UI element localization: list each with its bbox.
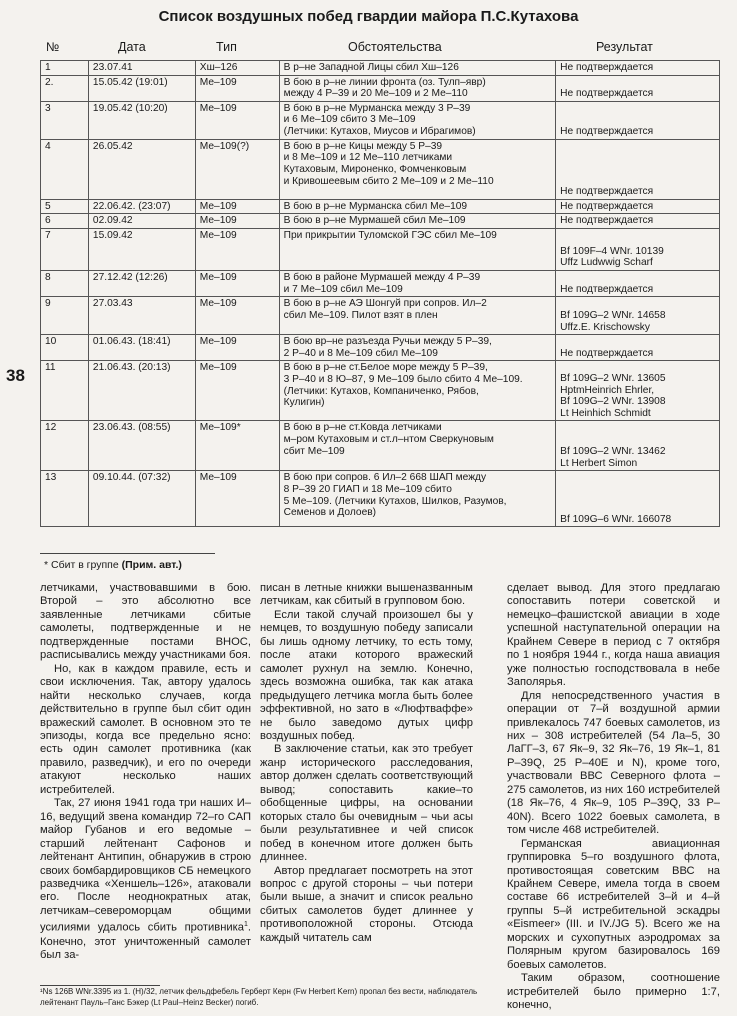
footnote-text: * Сбит в группе bbox=[44, 559, 119, 571]
paragraph bbox=[40, 797, 251, 962]
paragraph-text: . Конечно, этот уничтоженный самолет был за- bbox=[40, 922, 251, 961]
cell-result: Не подтверждается bbox=[556, 139, 720, 199]
cell-number: 3 bbox=[41, 101, 89, 139]
cell-date: 22.06.42. (23:07) bbox=[88, 199, 195, 214]
cell-result: Bf 109G–2 WNr. 14658 Uffz.E. Krischowsky bbox=[556, 297, 720, 335]
cell-date: 09.10.44. (07:32) bbox=[88, 471, 195, 527]
cell-date: 15.09.42 bbox=[88, 228, 195, 270]
cell-number: 7 bbox=[41, 228, 89, 270]
table-header bbox=[40, 40, 720, 58]
paragraph: Германская авиационная группировка 5–го воздушного флота, противостоящая советским ВВС на Крайнем Севере, имела тогда в своем составе 66 истребителей 3–й и 4–й группы 5–й истребительной эскадры «Eismeer» (III. и IV./JG 5). Всего же на морских и сухопутных аэродромах за Полярным кругом базировалось 169 боевых самолетов. bbox=[507, 837, 720, 971]
cell-date: 23.07.41 bbox=[88, 61, 195, 76]
cell-circumstances: В бою в р–не Мурманска сбил Ме–109 bbox=[279, 199, 556, 214]
cell-number: 9 bbox=[41, 297, 89, 335]
cell-date: 21.06.43. (20:13) bbox=[88, 361, 195, 421]
page-title: Список воздушных побед гвардии майора П.С.Кутахова bbox=[158, 8, 579, 25]
cell-number: 11 bbox=[41, 361, 89, 421]
table-row bbox=[41, 139, 720, 199]
cell-result: Bf 109F–4 WNr. 10139 Uffz Ludwwig Scharf bbox=[556, 228, 720, 270]
table-footnote bbox=[44, 559, 182, 571]
cell-type: Ме–109 bbox=[195, 199, 279, 214]
footnote-divider bbox=[40, 553, 215, 554]
cell-type: Ме–109 bbox=[195, 335, 279, 361]
table-row bbox=[41, 471, 720, 527]
cell-type: Ме–109 bbox=[195, 297, 279, 335]
header-type: Тип bbox=[216, 40, 237, 54]
text-column-1 bbox=[40, 582, 251, 962]
cell-type: Ме–109 bbox=[195, 214, 279, 229]
cell-date: 23.06.43. (08:55) bbox=[88, 421, 195, 471]
cell-type: Ме–109 bbox=[195, 101, 279, 139]
cell-date: 02.09.42 bbox=[88, 214, 195, 229]
cell-number: 2. bbox=[41, 75, 89, 101]
cell-result: Не подтверждается bbox=[556, 214, 720, 229]
table-row bbox=[41, 335, 720, 361]
cell-type: Ме–109(?) bbox=[195, 139, 279, 199]
cell-number: 5 bbox=[41, 199, 89, 214]
cell-result: Не подтверждается bbox=[556, 335, 720, 361]
bottom-footnote-divider bbox=[40, 985, 160, 986]
table-row bbox=[41, 199, 720, 214]
cell-type: Ме–109 bbox=[195, 361, 279, 421]
cell-number: 10 bbox=[41, 335, 89, 361]
cell-result: Bf 109G–2 WNr. 13462 Lt Herbert Simon bbox=[556, 421, 720, 471]
cell-circumstances: В бою вр–не разъезда Ручьи между 5 Р–39, 2 Р–40 и 8 Ме–109 сбил Ме–109 bbox=[279, 335, 556, 361]
table-row bbox=[41, 228, 720, 270]
paragraph: писан в летные книжки вышеназванным летчикам, как сбитый в групповом бою. bbox=[260, 582, 473, 608]
footnote-bold-text: (Прим. авт.) bbox=[121, 559, 182, 571]
cell-number: 12 bbox=[41, 421, 89, 471]
cell-circumstances: В бою в р–не АЭ Шонгуй при сопров. Ил–2 сбил Ме–109. Пилот взят в плен bbox=[279, 297, 556, 335]
cell-circumstances: При прикрытии Туломской ГЭС сбил Ме–109 bbox=[279, 228, 556, 270]
header-circumstances: Обстоятельства bbox=[348, 40, 442, 54]
paragraph: Автор предлагает посмотреть на этот вопрос с другой стороны – чьи потери были выше, а значит и список реально сбитых самолетов будет длиннее у противоположной стороны. Отсюда каждый читатель сам bbox=[260, 864, 473, 944]
victory-table bbox=[40, 60, 720, 527]
paragraph: Для непосредственного участия в операции от 7–й воздушной армии привлекалось 747 боевых самолетов, из них – 308 истребителей (54 Ла–5, 30 ЛаГГ–3, 67 Як–9, 32 Як–76, 19 Як–1, 81 Р–39Q, 25 Р–40Е и N), кроме того, участвовали ВВС Северного флота – 275 самолетов, из них 160 истребителей (18 Як–76, 4 Як–9, 105 Р–39Q, 33 Р–40N). Всего 1022 боевых самолета, в том числе 468 истребителей. bbox=[507, 689, 720, 837]
cell-circumstances: В р–не Западной Лицы сбил Хш–126 bbox=[279, 61, 556, 76]
cell-number: 1 bbox=[41, 61, 89, 76]
cell-type: Ме–109 bbox=[195, 75, 279, 101]
cell-type: Ме–109 bbox=[195, 270, 279, 296]
cell-type: Ме–109 bbox=[195, 471, 279, 527]
table-row bbox=[41, 61, 720, 76]
cell-circumstances: В бою в р–не Мурмашей сбил Ме–109 bbox=[279, 214, 556, 229]
paragraph: сделает вывод. Для этого предлагаю сопоставить потери советской и немецко–фашистской авиации в ходе успешной наступательной операции на Крайнем Севере в период с 7 октября по 1 ноября 1944 г., когда наша авиация уже полностью господствовала в небе Заполярья. bbox=[507, 582, 720, 689]
cell-circumstances: В бою в р–не ст.Ковда летчиками м–ром Кутаховым и ст.л–нтом Сверкуновым сбит Ме–109 bbox=[279, 421, 556, 471]
header-date: Дата bbox=[118, 40, 146, 54]
cell-type: Ме–109* bbox=[195, 421, 279, 471]
cell-date: 19.05.42 (10:20) bbox=[88, 101, 195, 139]
paragraph: Но, как в каждом правиле, есть и свои исключения. Так, автору удалось найти несколько случаев, когда действительно в группе был сбит один вражеский самолет. В основном это те эпизоды, когда все предельно ясно: есть один самолет противника (как правило, разведчик), и его по очереди атакуют несколько наших истребителей. bbox=[40, 662, 251, 796]
cell-number: 13 bbox=[41, 471, 89, 527]
cell-number: 8 bbox=[41, 270, 89, 296]
table-row bbox=[41, 270, 720, 296]
cell-type: Ме–109 bbox=[195, 228, 279, 270]
paragraph: Если такой случай произошел бы у немцев, то воздушную победу записали бы лишь одному летчику, то есть тому, после атаки которого вражеский самолет рухнул на землю. Конечно, здесь возможна ошибка, так как атака предыдущего летчика могла быть более эффективной, но зато в «Люфтваффе» не было заведомо дутых цифр воздушных побед. bbox=[260, 608, 473, 742]
paragraph: Таким образом, соотношение истребителей было примерно 1:7, конечно, bbox=[507, 972, 720, 1012]
cell-circumstances: В бою в р–не ст.Белое море между 5 Р–39, 3 Р–40 и 8 Ю–87, 9 Ме–109 было сбито 4 Ме–109. (Летчики: Кутахов, Компаниченко, Рябов, Кулигин) bbox=[279, 361, 556, 421]
bottom-footnote: ¹Ns 126B WNr.3395 из 1. (H)/32, летчик фельдфебель Герберт Керн (Fw Herbert Kern) пропал без вести, наблюдатель лейтенант Пауль–Ганс Бэкер (Lt Paul–Heinz Becker) погиб. bbox=[40, 987, 478, 1007]
text-column-2 bbox=[260, 582, 473, 945]
cell-result: Bf 109G–6 WNr. 166078 bbox=[556, 471, 720, 527]
cell-result: Не подтверждается bbox=[556, 61, 720, 76]
table-row bbox=[41, 214, 720, 229]
cell-result: Bf 109G–2 WNr. 13605 HptmHeinrich Ehrler, Bf 109G–2 WNr. 13908 Lt Heinhich Schmidt bbox=[556, 361, 720, 421]
cell-date: 15.05.42 (19:01) bbox=[88, 75, 195, 101]
cell-number: 6 bbox=[41, 214, 89, 229]
cell-circumstances: В бою в р–не Кицы между 5 Р–39 и 8 Ме–109 и 12 Ме–110 летчиками Кутаховым, Мироненко, Фомченковым и Кривошеевым сбито 2 Ме–109 и 2 Ме–110 bbox=[279, 139, 556, 199]
text-column-3 bbox=[507, 582, 720, 1013]
paragraph: В заключение статьи, как это требует жанр исторического расследования, автор должен сделать соответствующий вывод; сопоставить какие–то обобщенные цифры, на основании которых стало бы очевидным – чьи асы были результативнее и чей список побед в конечном итоге должен быть длиннее. bbox=[260, 743, 473, 864]
header-number: № bbox=[46, 40, 60, 54]
cell-date: 01.06.43. (18:41) bbox=[88, 335, 195, 361]
cell-result: Не подтверждается bbox=[556, 75, 720, 101]
cell-circumstances: В бою при сопров. 6 Ил–2 668 ШАП между 8 Р–39 20 ГИАП и 18 Ме–109 сбито 5 Ме–109. (Летчики Кутахов, Шилков, Разумов, Семенов и Долоев) bbox=[279, 471, 556, 527]
table-row bbox=[41, 361, 720, 421]
table-row bbox=[41, 101, 720, 139]
table-row bbox=[41, 297, 720, 335]
header-result: Результат bbox=[596, 40, 653, 54]
paragraph: летчиками, участвовавшими в бою. Второй – это абсолютно все заявленные летчиками сбитые самолеты, подтвержденные и не подтвержденные постами ВНОС, расписывались между участниками боя. bbox=[40, 582, 251, 662]
cell-date: 26.05.42 bbox=[88, 139, 195, 199]
page-number: 38 bbox=[6, 366, 25, 385]
cell-result: Не подтверждается bbox=[556, 270, 720, 296]
cell-type: Хш–126 bbox=[195, 61, 279, 76]
cell-result: Не подтверждается bbox=[556, 199, 720, 214]
cell-number: 4 bbox=[41, 139, 89, 199]
cell-date: 27.12.42 (12:26) bbox=[88, 270, 195, 296]
cell-result: Не подтверждается bbox=[556, 101, 720, 139]
cell-date: 27.03.43 bbox=[88, 297, 195, 335]
cell-circumstances: В бою в р–не линии фронта (оз. Тулп–явр) между 4 Р–39 и 20 Ме–109 и 2 Ме–110 bbox=[279, 75, 556, 101]
table-row bbox=[41, 421, 720, 471]
table-row bbox=[41, 75, 720, 101]
footnote-ref: 1 bbox=[243, 921, 248, 929]
cell-circumstances: В бою в р–не Мурманска между 3 Р–39 и 6 Ме–109 сбито 3 Ме–109 (Летчики: Кутахов, Миусов и Ибрагимов) bbox=[279, 101, 556, 139]
paragraph-text: Так, 27 июня 1941 года три наших И–16, ведущий звена командир 72–го САП майор Губанов и его ведомые – старший лейтенант Сафонов и лейтенант Антипин, обнаружив в строю своих бомбардировщиков СБ немецкого разведчика «Хеншель–126», атаковали его. После неоднократных атак, летчикам–североморцам общими усилиями удалось сбить противника bbox=[40, 797, 251, 935]
cell-circumstances: В бою в районе Мурмашей между 4 Р–39 и 7 Ме–109 сбил Ме–109 bbox=[279, 270, 556, 296]
